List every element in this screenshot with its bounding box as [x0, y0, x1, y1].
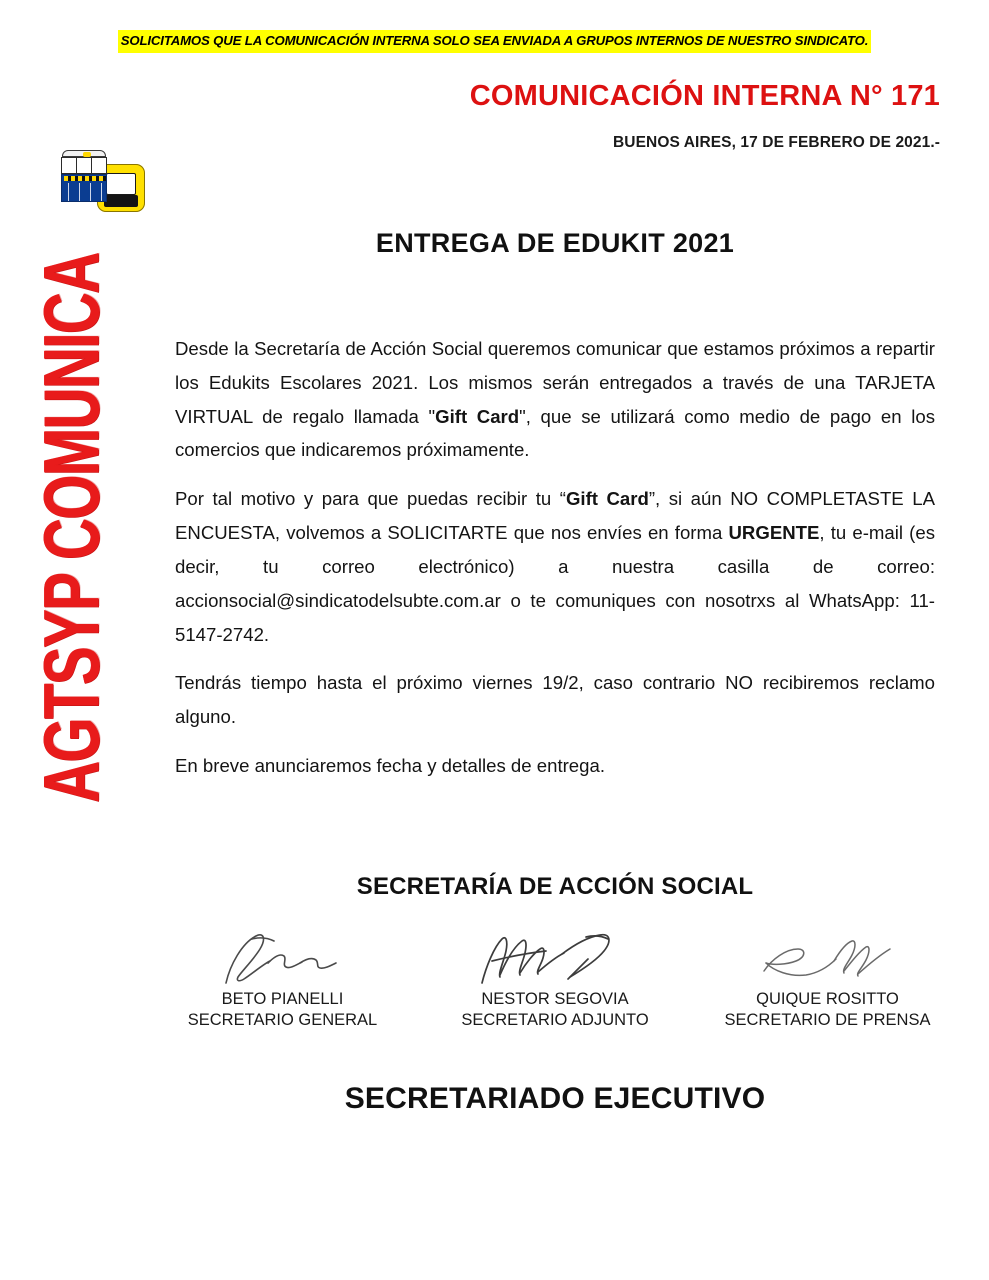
- executive-footer: SECRETARIADO EJECUTIVO: [344, 1082, 766, 1115]
- body-text: Desde la Secretaría de Acción Social queremos comunicar que estamos próximos a repartir los Edukits Escolares 2021. Los mismos serán entregados a través de una TARJETA VIRTUAL de regalo llamada ": [175, 338, 935, 427]
- signature-mark-svg: [208, 927, 358, 987]
- signature-section-heading: SECRETARÍA DE ACCIÓN SOCIAL: [356, 873, 754, 900]
- emphasis-text: URGENTE: [728, 522, 820, 544]
- signature-mark-svg: [470, 927, 640, 987]
- body-text: En breve anunciaremos fecha y detalles de entrega.: [175, 755, 605, 777]
- logo-ring-hole: [106, 173, 136, 195]
- place-and-date: BUENOS AIRES, 17 DE FEBRERO DE 2021.-: [613, 134, 940, 151]
- body-paragraph: [175, 666, 935, 734]
- signature-block: [720, 925, 935, 1031]
- internal-notice-text: SOLICITAMOS QUE LA COMUNICACIÓN INTERNA SOLO SEA ENVIADA A GRUPOS INTERNOS DE NUESTRO SINDICATO.: [118, 30, 872, 53]
- signer-name: BETO PIANELLI: [221, 990, 344, 1008]
- brand-column: [0, 140, 175, 930]
- emphasis-text: Gift Card: [565, 488, 649, 510]
- signature-mark-svg: [748, 927, 908, 987]
- body-paragraph: [175, 482, 935, 651]
- signature-block: [175, 925, 390, 1031]
- body-text: ”, si aún NO COMPLETASTE LA ENCUESTA, volvemos a SOLICITARTE que nos envíes en forma: [175, 488, 935, 544]
- communication-number: COMUNICACIÓN INTERNA N° 171: [469, 80, 940, 112]
- subway-car-windows: [61, 157, 107, 174]
- emphasis-text: Gift Card: [435, 405, 520, 427]
- body-copy: [175, 332, 935, 783]
- subway-car-roof: [62, 150, 106, 157]
- body-text: ", que se utilizará como medio de pago en los comercios que indicaremos próximamente.: [175, 405, 935, 461]
- signer-name: QUIQUE ROSITTO: [756, 990, 899, 1008]
- page-title: ENTREGA DE EDUKIT 2021: [375, 228, 735, 258]
- body-paragraph: [175, 749, 935, 783]
- signature-icon: [448, 925, 663, 987]
- body-text: Por tal motivo y para que puedas recibir tu “: [175, 488, 566, 510]
- brand-vertical-text: AGTSYP COMUNICA: [27, 253, 117, 804]
- signer-name: NESTOR SEGOVIA: [481, 990, 629, 1008]
- signer-role: SECRETARIO DE PRENSA: [724, 1011, 931, 1030]
- internal-notice-banner: [0, 30, 989, 53]
- signature-icon: [720, 925, 935, 987]
- signer-role: SECRETARIO GENERAL: [187, 1011, 378, 1030]
- signature-row: [175, 925, 935, 1031]
- signature-icon: [175, 925, 390, 987]
- body-text: Tendrás tiempo hasta el próximo viernes 19/2, caso contrario NO recibiremos reclamo alguno.: [175, 672, 935, 728]
- brand-vertical-wordmark: [27, 179, 117, 879]
- signer-role: SECRETARIO ADJUNTO: [461, 1011, 649, 1030]
- body-text: , tu e-mail (es decir, tu correo electrónico) a nuestra casilla de correo: accionsocial@sindicatodelsubte.com.ar o te comuniques con nosotrxs al WhatsApp: 11-5147-2742.: [175, 522, 936, 645]
- body-paragraph: [175, 332, 935, 467]
- signature-block: [448, 925, 663, 1031]
- logo-ring-base: [104, 195, 138, 207]
